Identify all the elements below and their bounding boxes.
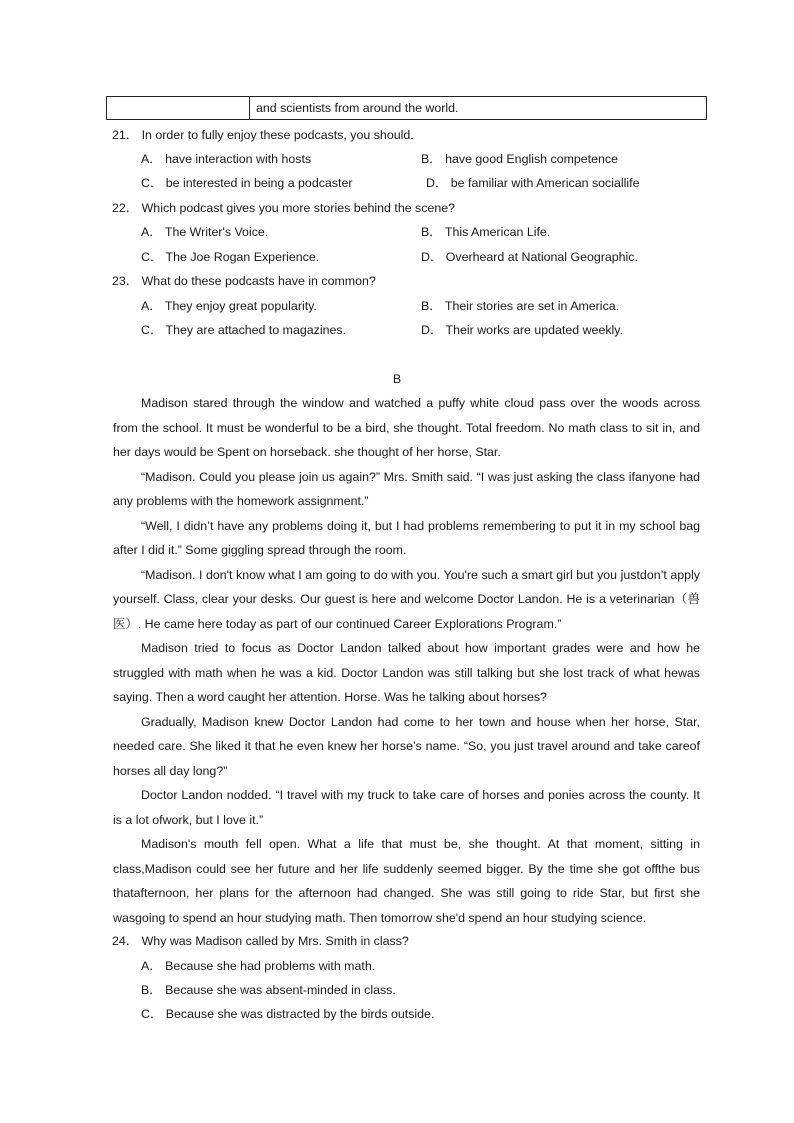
question-21-option-a: A． have interaction with hosts: [141, 152, 312, 166]
question-24-option-c: C． Because she was distracted by the birds outside.: [141, 1007, 435, 1021]
question-21-option-b: B． have good English competence: [421, 152, 618, 166]
question-22-option-d: D． Overheard at National Geographic.: [421, 250, 638, 264]
question-23-option-b: B． Their stories are set in America.: [421, 299, 620, 313]
question-21-option-c: C． be interested in being a podcaster: [141, 176, 353, 190]
question-22-option-b: B． This American Life.: [421, 225, 551, 239]
passage-paragraph: “Madison. I don't know what I am going to do with you. You're such a smart girl but you justdon’t apply yourself. Class, clear your desks. Our guest is here and welcome Doctor Landon. He is a veterinarian（兽医）. He came here today as part of our continued Career Explorations Program.”: [113, 567, 700, 631]
question-21-stem: 21． In order to fully enjoy these podcasts, you should.: [112, 128, 414, 142]
passage-paragraph: Madison stared through the window and watched a puffy white cloud pass over the woods across from the school. It must be wonderful to be a bird, she thought. Total freedom. No math class to sit in, and her days would be Spent on horseback. she thought of her horse, Star.: [113, 396, 700, 459]
passage-paragraph: “Well, I didn’t have any problems doing it, but I had problems remembering to put it in my school bag after I did it.” Some giggling spread through the room.: [113, 518, 700, 557]
question-22-option-a: A． The Writer's Voice.: [141, 225, 269, 239]
question-22-option-c: C． The Joe Rogan Experience.: [141, 250, 320, 264]
question-24-option-b: B． Because she was absent-minded in class.: [141, 983, 396, 997]
question-23-option-c: C． They are attached to magazines.: [141, 323, 347, 337]
question-23-option-d: D． Their works are updated weekly.: [421, 323, 624, 337]
table-fragment: [106, 96, 707, 120]
passage-paragraph: Doctor Landon nodded. “I travel with my truck to take care of horses and ponies across the county. It is a lot ofwork, but I love it.”: [113, 788, 700, 827]
question-23-option-a: A． They enjoy great popularity.: [141, 299, 317, 313]
table-cell-empty: [107, 97, 250, 119]
question-21-option-d: D． be familiar with American sociallife: [426, 176, 640, 190]
passage: [113, 391, 700, 930]
question-24-stem: 24． Why was Madison called by Mrs. Smith in class?: [112, 934, 409, 948]
question-22-stem: 22． Which podcast gives you more stories behind the scene?: [112, 201, 455, 215]
question-24-option-a: A． Because she had problems with math.: [141, 959, 376, 973]
passage-paragraph: Madison tried to focus as Doctor Landon talked about how important grades were and how he struggled with math when he was a kid. Doctor Landon was still talking but she lost track of what hewas saying. Then a word caught her attention. Horse. Was he talking about horses?: [113, 641, 700, 704]
question-23-stem: 23． What do these podcasts have in common?: [112, 274, 376, 288]
section-heading: B: [392, 372, 402, 386]
table-cell-text: and scientists from around the world.: [256, 101, 459, 115]
passage-paragraph: Madison's mouth fell open. What a life that must be, she thought. At that moment, sitting in class,Madison could see her future and her life suddenly seemed bigger. By the time she got offthe bus thatafternoon, her plans for the afternoon had changed. She was still going to ride Star, but first she wasgoing to spend an hour studying math. Then tomorrow she'd spend an hour studying science.: [113, 837, 700, 925]
passage-paragraph: Gradually, Madison knew Doctor Landon had come to her town and house when her horse, Star, needed care. She liked it that he even knew her horse’s name. “So, you just travel around and take careof horses all day long?”: [113, 714, 700, 778]
passage-paragraph: “Madison. Could you please join us again?” Mrs. Smith said. “I was just asking the class ifanyone had any problems with the homework assignment.”: [113, 469, 700, 508]
